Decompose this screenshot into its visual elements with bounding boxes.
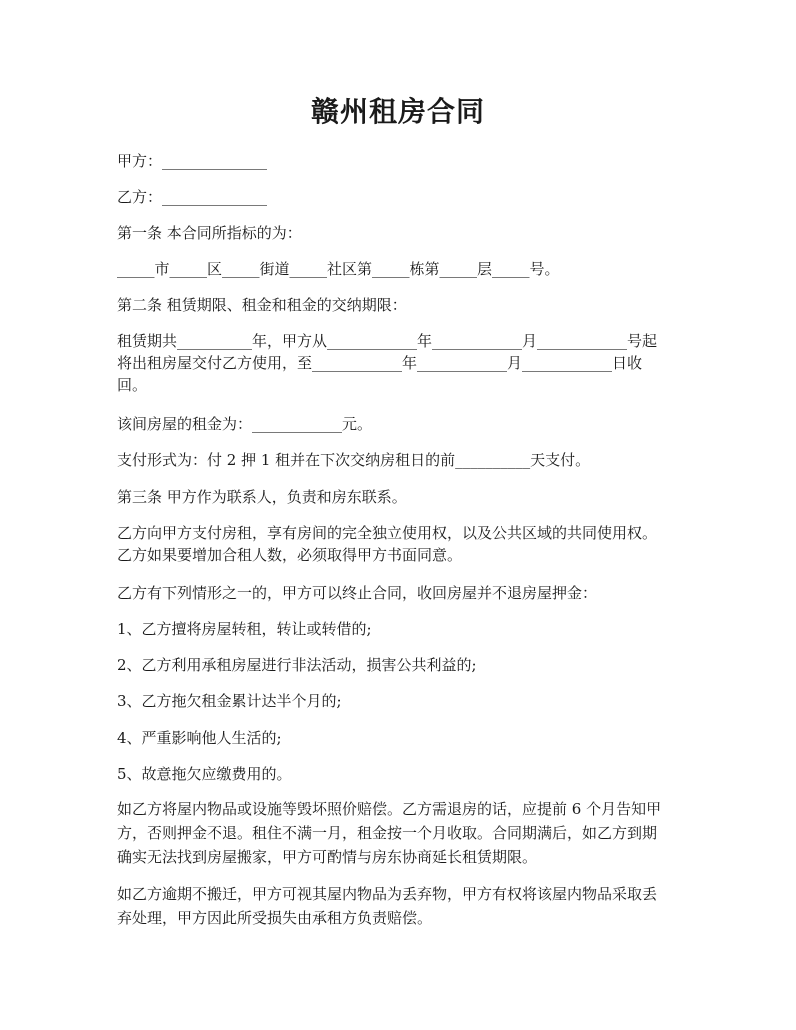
article-2-heading: 第二条 租赁期限、租金和租金的交纳期限： xyxy=(117,296,407,314)
lease-term-line-3: 回。 xyxy=(117,376,148,394)
lease-term-line-1: 租赁期共__________年，甲方从____________年____________月____________号起 xyxy=(117,332,658,350)
article-3-heading: 第三条 甲方作为联系人，负责和房东联系。 xyxy=(117,488,407,506)
damage-clause-line-1: 如乙方将屋内物品或设施等毁坏照价赔偿。乙方需退房的话，应提前 6 个月告知甲 xyxy=(117,800,662,818)
party-a-line: 甲方：______________ xyxy=(117,152,268,170)
page-title: 赣州租房合同 xyxy=(310,95,485,128)
condition-1: 1、乙方擅将房屋转租，转让或转借的; xyxy=(117,620,372,638)
lease-term-line-2: 将出租房屋交付乙方使用，至____________年____________月____________日收 xyxy=(117,354,643,372)
property-address-line: _____市_____区_____街道_____社区第_____栋第_____层_____号。 xyxy=(117,260,560,278)
condition-3: 3、乙方拖欠租金累计达半个月的; xyxy=(117,692,342,710)
payment-method-line: 支付形式为：付 2 押 1 租并在下次交纳房租日的前__________天支付。 xyxy=(117,451,591,469)
damage-clause-line-3: 确实无法找到房屋搬家，甲方可酌情与房东协商延长租赁期限。 xyxy=(117,848,538,866)
rent-amount-line: 该间房屋的租金为：____________元。 xyxy=(117,415,373,433)
use-rights-line-2: 乙方如果要增加合租人数，必须取得甲方书面同意。 xyxy=(117,546,463,564)
condition-2: 2、乙方利用承租房屋进行非法活动，损害公共利益的; xyxy=(117,656,477,674)
condition-4: 4、严重影响他人生活的; xyxy=(117,729,282,747)
overstay-clause-line-1: 如乙方逾期不搬迁，甲方可视其屋内物品为丢弃物，甲方有权将该屋内物品采取丢 xyxy=(117,885,658,903)
damage-clause-line-2: 方，否则押金不退。租住不满一月，租金按一个月收取。合同期满后，如乙方到期 xyxy=(117,824,658,842)
party-b-line: 乙方：______________ xyxy=(117,188,268,206)
overstay-clause-line-2: 弃处理，甲方因此所受损失由承租方负责赔偿。 xyxy=(117,909,433,927)
termination-intro: 乙方有下列情形之一的，甲方可以终止合同，收回房屋并不退房屋押金： xyxy=(117,584,598,602)
use-rights-line-1: 乙方向甲方支付房租，享有房间的完全独立使用权，以及公共区域的共同使用权。 xyxy=(117,524,658,542)
article-1-heading: 第一条 本合同所指标的为： xyxy=(117,224,302,242)
condition-5: 5、故意拖欠应缴费用的。 xyxy=(117,765,292,783)
